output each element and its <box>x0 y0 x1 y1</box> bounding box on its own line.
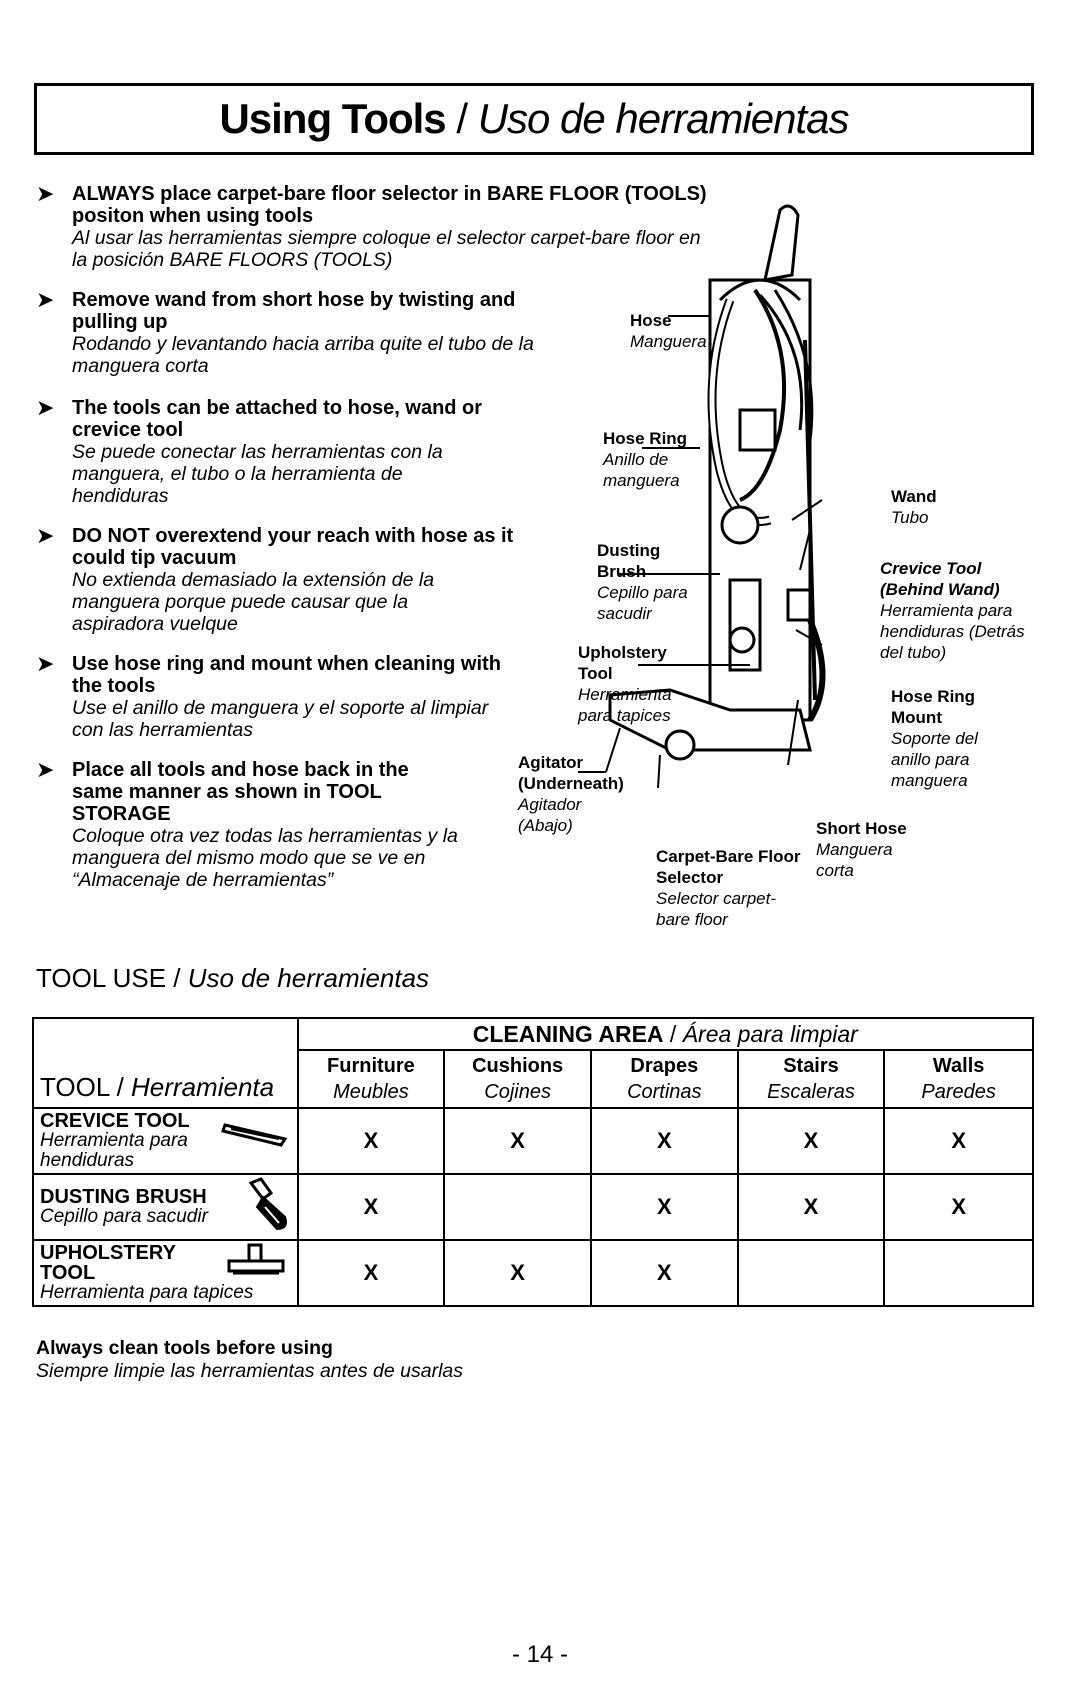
cleaning-note <box>36 1337 463 1383</box>
bullet-es: No extienda demasiado la extensión de la manguera porque puede causar que la aspiradora vuelque <box>72 569 435 635</box>
bullet-en: Use hose ring and mount when cleaning with the tools <box>72 653 501 697</box>
label-short-hose-es: Manguera corta <box>816 840 893 880</box>
tool-upholstery <box>33 1240 298 1306</box>
page-number: - 14 - <box>511 1641 568 1668</box>
column-header-furniture <box>298 1050 445 1108</box>
label-agitator <box>518 752 638 836</box>
label-wand-es: Tubo <box>891 508 929 527</box>
mark-cell <box>444 1174 591 1240</box>
tool-use-title-es: Uso de herramientas <box>187 963 430 993</box>
cleaning-area-header: CLEANING AREA / Área para limpiar <box>298 1018 1033 1050</box>
label-crevice-tool-es: Herramienta para hendiduras (Detrás del tubo) <box>880 601 1025 662</box>
upholstery-tool-icon <box>225 1243 287 1279</box>
mark-cell <box>884 1240 1033 1306</box>
label-short-hose <box>816 818 906 881</box>
table-row <box>33 1240 1033 1306</box>
tool-use-title-sep: / <box>166 963 188 993</box>
area-header-es: Área para limpiar <box>682 1020 858 1047</box>
tool-name-en: UPHOLSTERY TOOL <box>40 1242 176 1284</box>
label-hose-ring-mount-en: Hose Ring Mount <box>891 687 976 727</box>
label-hose-es: Manguera <box>630 332 707 351</box>
bullet-es: Rodando y levantando hacia arriba quite el tubo de la manguera corta <box>72 333 534 377</box>
bullet-en: ALWAYS place carpet-bare floor selector in BARE FLOOR (TOOLS) positon when using tools <box>72 183 707 227</box>
label-selector-es: Selector carpet-bare floor <box>656 889 776 929</box>
col-en: Walls <box>932 1055 985 1077</box>
label-wand-en: Wand <box>891 487 937 506</box>
label-hose-ring-mount <box>891 686 1011 791</box>
arrow-icon: ➤ <box>36 181 55 206</box>
label-hose-ring-mount-es: Soporte del anillo para manguera <box>891 729 978 790</box>
tool-name-es: Cepillo para sacudir <box>40 1206 208 1227</box>
crevice-tool-icon <box>221 1117 291 1147</box>
bullet-es: Use el anillo de manguera y el soporte al limpiar con las herramientas <box>72 697 489 741</box>
label-selector-en: Carpet-Bare Floor Selector <box>656 847 801 887</box>
tool-use-title <box>36 963 429 994</box>
arrow-icon: ➤ <box>36 757 55 782</box>
bullet-en: The tools can be attached to hose, wand or crevice tool <box>72 397 483 441</box>
col-en: Stairs <box>783 1055 839 1077</box>
tool-column-header: TOOL / Herramienta <box>33 1018 298 1108</box>
tool-name-es: Herramienta para hendiduras <box>40 1130 188 1171</box>
label-selector <box>656 846 806 930</box>
list-item <box>36 759 456 891</box>
note-en: Always clean tools before using <box>36 1337 333 1359</box>
tool-name-es: Herramienta para tapices <box>40 1282 254 1303</box>
mark-cell: X <box>884 1108 1033 1174</box>
tool-header-en: TOOL <box>40 1072 110 1102</box>
label-upholstery-tool-en: Upholstery Tool <box>578 643 667 683</box>
list-item <box>36 525 566 635</box>
mark-cell: X <box>591 1174 738 1240</box>
label-short-hose-en: Short Hose <box>816 819 907 838</box>
label-dusting-brush <box>597 540 707 624</box>
label-hose-en: Hose <box>630 311 672 330</box>
area-header-en: CLEANING AREA <box>472 1020 664 1047</box>
bullet-es: Coloque otra vez todas las herramientas y la manguera del mismo modo que se ve en “Almacenaje de herramientas” <box>72 825 458 891</box>
tool-dusting-brush <box>33 1174 298 1240</box>
arrow-icon: ➤ <box>36 395 55 420</box>
column-header-cushions <box>444 1050 591 1108</box>
col-es: Meubles <box>333 1081 409 1103</box>
label-agitator-es: Agitador (Abajo) <box>518 795 582 835</box>
handle-icon <box>765 206 798 280</box>
label-crevice-tool <box>880 558 1040 663</box>
table-row <box>33 1174 1033 1240</box>
label-dusting-brush-en: Dusting Brush <box>597 541 661 581</box>
mark-cell: X <box>738 1108 885 1174</box>
label-upholstery-tool <box>578 642 698 726</box>
label-upholstery-tool-es: Herramienta para tapices <box>578 685 672 725</box>
tool-name-en: DUSTING BRUSH <box>40 1186 207 1208</box>
mark-cell: X <box>298 1108 445 1174</box>
bullet-en: Remove wand from short hose by twisting and pulling up <box>72 289 516 333</box>
col-en: Furniture <box>327 1055 415 1077</box>
tool-use-title-en: TOOL USE <box>36 963 167 993</box>
column-header-walls <box>884 1050 1033 1108</box>
mark-cell: X <box>298 1240 445 1306</box>
dusting-brush-icon <box>245 1177 291 1233</box>
col-es: Escaleras <box>767 1081 855 1103</box>
tool-name-en: CREVICE TOOL <box>40 1110 190 1132</box>
title-es: Uso de herramientas <box>477 95 849 142</box>
tool-header-es: Herramienta <box>131 1072 275 1102</box>
mark-cell: X <box>298 1174 445 1240</box>
table-header-row <box>33 1018 1033 1050</box>
list-item <box>36 653 506 741</box>
col-en: Cushions <box>472 1055 564 1077</box>
column-header-drapes <box>591 1050 738 1108</box>
label-dusting-brush-es: Cepillo para sacudir <box>597 583 688 623</box>
title-box <box>34 83 1034 155</box>
note-es: Siempre limpie las herramientas antes de usarlas <box>36 1360 464 1382</box>
title-sep: / <box>445 95 478 142</box>
col-es: Cojines <box>484 1081 551 1103</box>
title-en: Using Tools <box>219 95 446 142</box>
col-en: Drapes <box>630 1055 699 1077</box>
label-hose-ring-en: Hose Ring <box>603 429 688 448</box>
column-header-stairs <box>738 1050 885 1108</box>
bullet-en: DO NOT overextend your reach with hose as it could tip vacuum <box>72 525 514 569</box>
mark-cell: X <box>738 1174 885 1240</box>
mark-cell: X <box>444 1240 591 1306</box>
col-es: Paredes <box>921 1081 996 1103</box>
tool-use-table <box>32 1017 1034 1307</box>
label-hose-ring-es: Anillo de manguera <box>603 450 680 490</box>
mark-cell: X <box>884 1174 1033 1240</box>
bullet-es: Se puede conectar las herramientas con la manguera, el tubo o la herramienta de hendiduras <box>72 441 443 507</box>
tool-crevice <box>33 1108 298 1174</box>
mark-cell: X <box>591 1240 738 1306</box>
mark-cell <box>738 1240 885 1306</box>
list-item <box>36 289 576 377</box>
bullet-es: Al usar las herramientas siempre coloque el selector carpet-bare floor en la posición BARE FLOORS (TOOLS) <box>72 227 701 271</box>
arrow-icon: ➤ <box>36 523 55 548</box>
col-es: Cortinas <box>627 1081 702 1103</box>
label-hose <box>630 310 707 352</box>
label-wand <box>891 486 937 528</box>
list-item <box>36 397 516 507</box>
label-crevice-tool-en: Crevice Tool (Behind Wand) <box>880 559 1000 599</box>
table-row <box>33 1108 1033 1174</box>
mark-cell: X <box>444 1108 591 1174</box>
page-title <box>37 86 1031 152</box>
label-hose-ring <box>603 428 723 491</box>
arrow-icon: ➤ <box>36 651 55 676</box>
arrow-icon: ➤ <box>36 287 55 312</box>
bullet-en: Place all tools and hose back in the same manner as shown in TOOL STORAGE <box>72 759 409 825</box>
label-agitator-en: Agitator (Underneath) <box>518 753 624 793</box>
mark-cell: X <box>591 1108 738 1174</box>
